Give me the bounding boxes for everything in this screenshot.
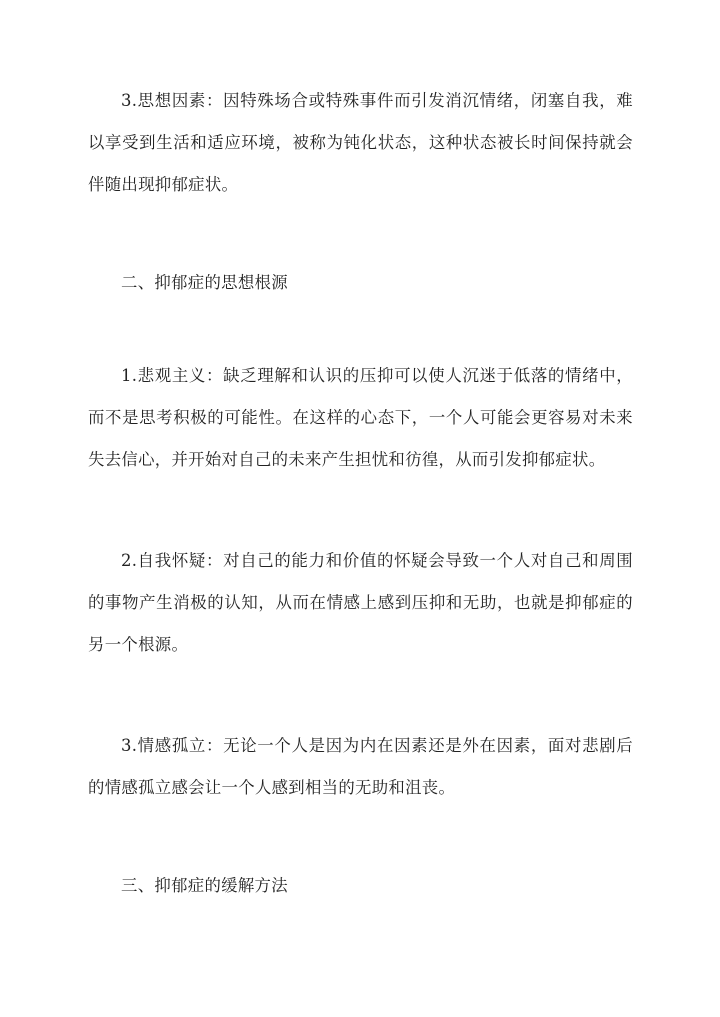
paragraph-pessimism: 1.悲观主义：缺乏理解和认识的压抑可以使人沉迷于低落的情绪中，而不是思考积极的可能性。在这样的心态下，一个人可能会更容易对未来失去信心，并开始对自己的未来产生担忧和彷徨，从而引发抑郁症状。	[88, 366, 633, 469]
paragraph-thought-factors: 3.思想因素：因特殊场合或特殊事件而引发消沉情绪，闭塞自我，难以享受到生活和适应环境，被称为钝化状态，这种状态被长时间保持就会伴随出现抑郁症状。	[88, 91, 633, 194]
paragraph-self-doubt: 2.自我怀疑：对自己的能力和价值的怀疑会导致一个人对自己和周围的事物产生消极的认知，从而在情感上感到压抑和无助，也就是抑郁症的另一个根源。	[88, 551, 633, 654]
paragraph-emotional-isolation: 3.情感孤立：无论一个人是因为内在因素还是外在因素，面对悲剧后的情感孤立感会让一个人感到相当的无助和沮丧。	[88, 736, 633, 797]
section-heading-relief-methods: 三、抑郁症的缓解方法	[121, 876, 288, 895]
section-heading-thought-roots: 二、抑郁症的思想根源	[121, 273, 288, 292]
